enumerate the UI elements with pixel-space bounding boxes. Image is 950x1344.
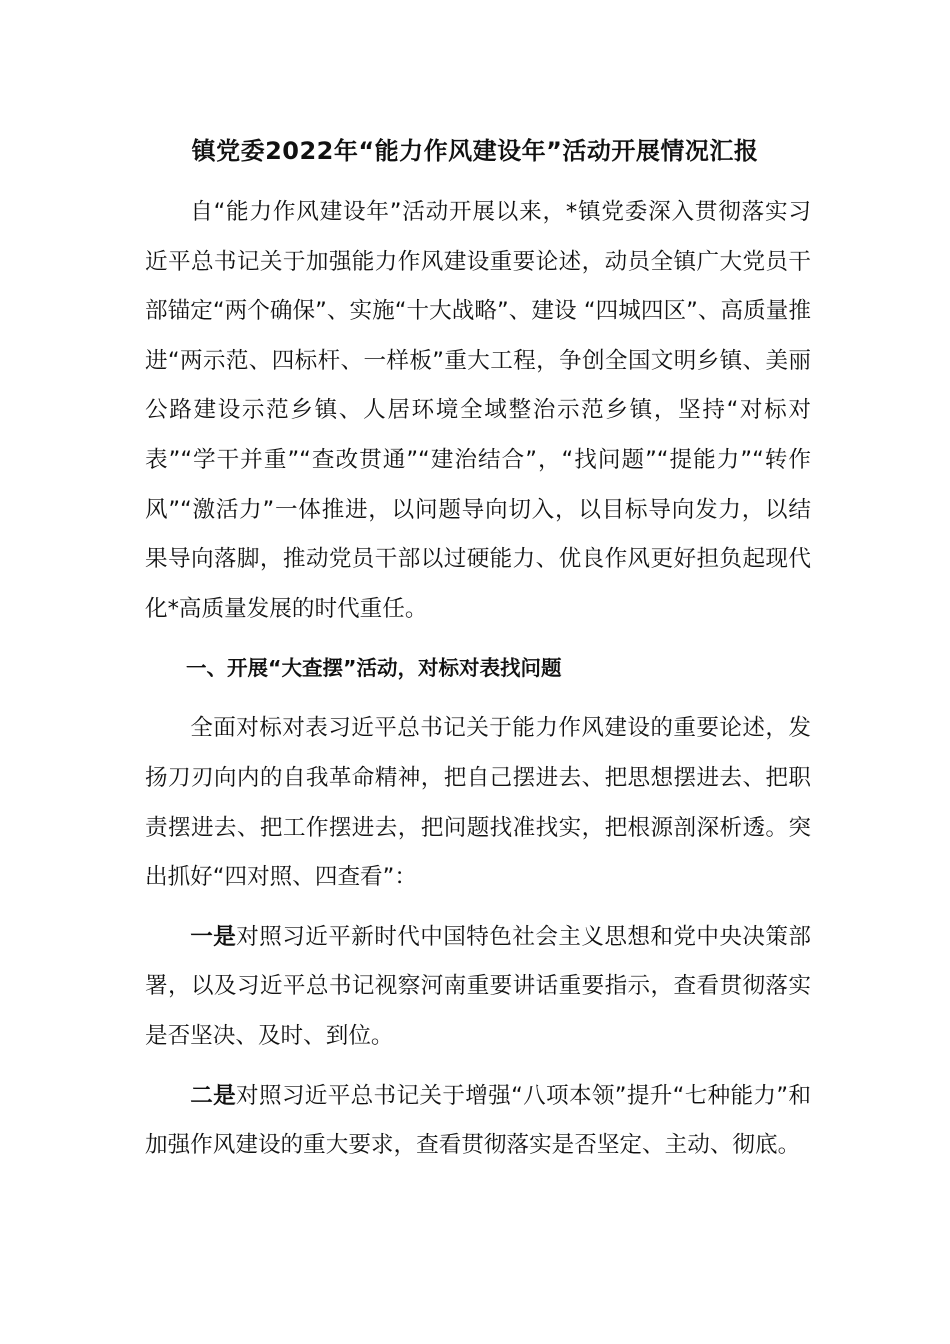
item-text: 对照习近平新时代中国特色社会主义思想和党中央决策部署，以及习近平总书记视察河南重要讲话重要指示，查看贯彻落实是否坚决、及时、到位。: [145, 923, 812, 1049]
document-body: [145, 188, 811, 1171]
list-item: [145, 913, 811, 1062]
item-text: 对照习近平总书记关于增强“八项本领”提升“七种能力”和加强作风建设的重大要求，查看贯彻落实是否坚定、主动、彻底。: [145, 1082, 811, 1159]
section-paragraph: 全面对标对表习近平总书记关于能力作风建设的重要论述，发扬刀刃向内的自我革命精神，把自己摆进去、把思想摆进去、把职责摆进去、把工作摆进去，把问题找准找实，把根源剖深析透。突出抓好“四对照、四查看”：: [145, 715, 811, 891]
document-title: 镇党委2022年“能力作风建设年”活动开展情况汇报: [191, 137, 759, 165]
item-lead: 二是: [190, 1082, 237, 1109]
list-item: [145, 1072, 811, 1171]
section-heading: 一、开展“大查摆”活动，对标对表找问题: [186, 656, 562, 681]
intro-paragraph: 自“能力作风建设年”活动开展以来，*镇党委深入贯彻落实习近平总书记关于加强能力作风建设重要论述，动员全镇广大党员干部锚定“两个确保”、实施“十大战略”、建设 “四城四区”、高质量推进“两示范、四标杆、一样板”重大工程，争创全国文明乡镇、美丽公路建设示范乡镇、人居环境全域整治示范乡镇，坚持“对标对表”“学干并重”“查改贯通”“建治结合”，“找问题”“提能力”“转作风”“激活力”一体推进，以问题导向切入，以目标导向发力，以结果导向落脚，推动党员干部以过硬能力、优良作风更好担负起现代化*高质量发展的时代重任。: [145, 199, 811, 622]
item-lead: 一是: [190, 923, 237, 950]
